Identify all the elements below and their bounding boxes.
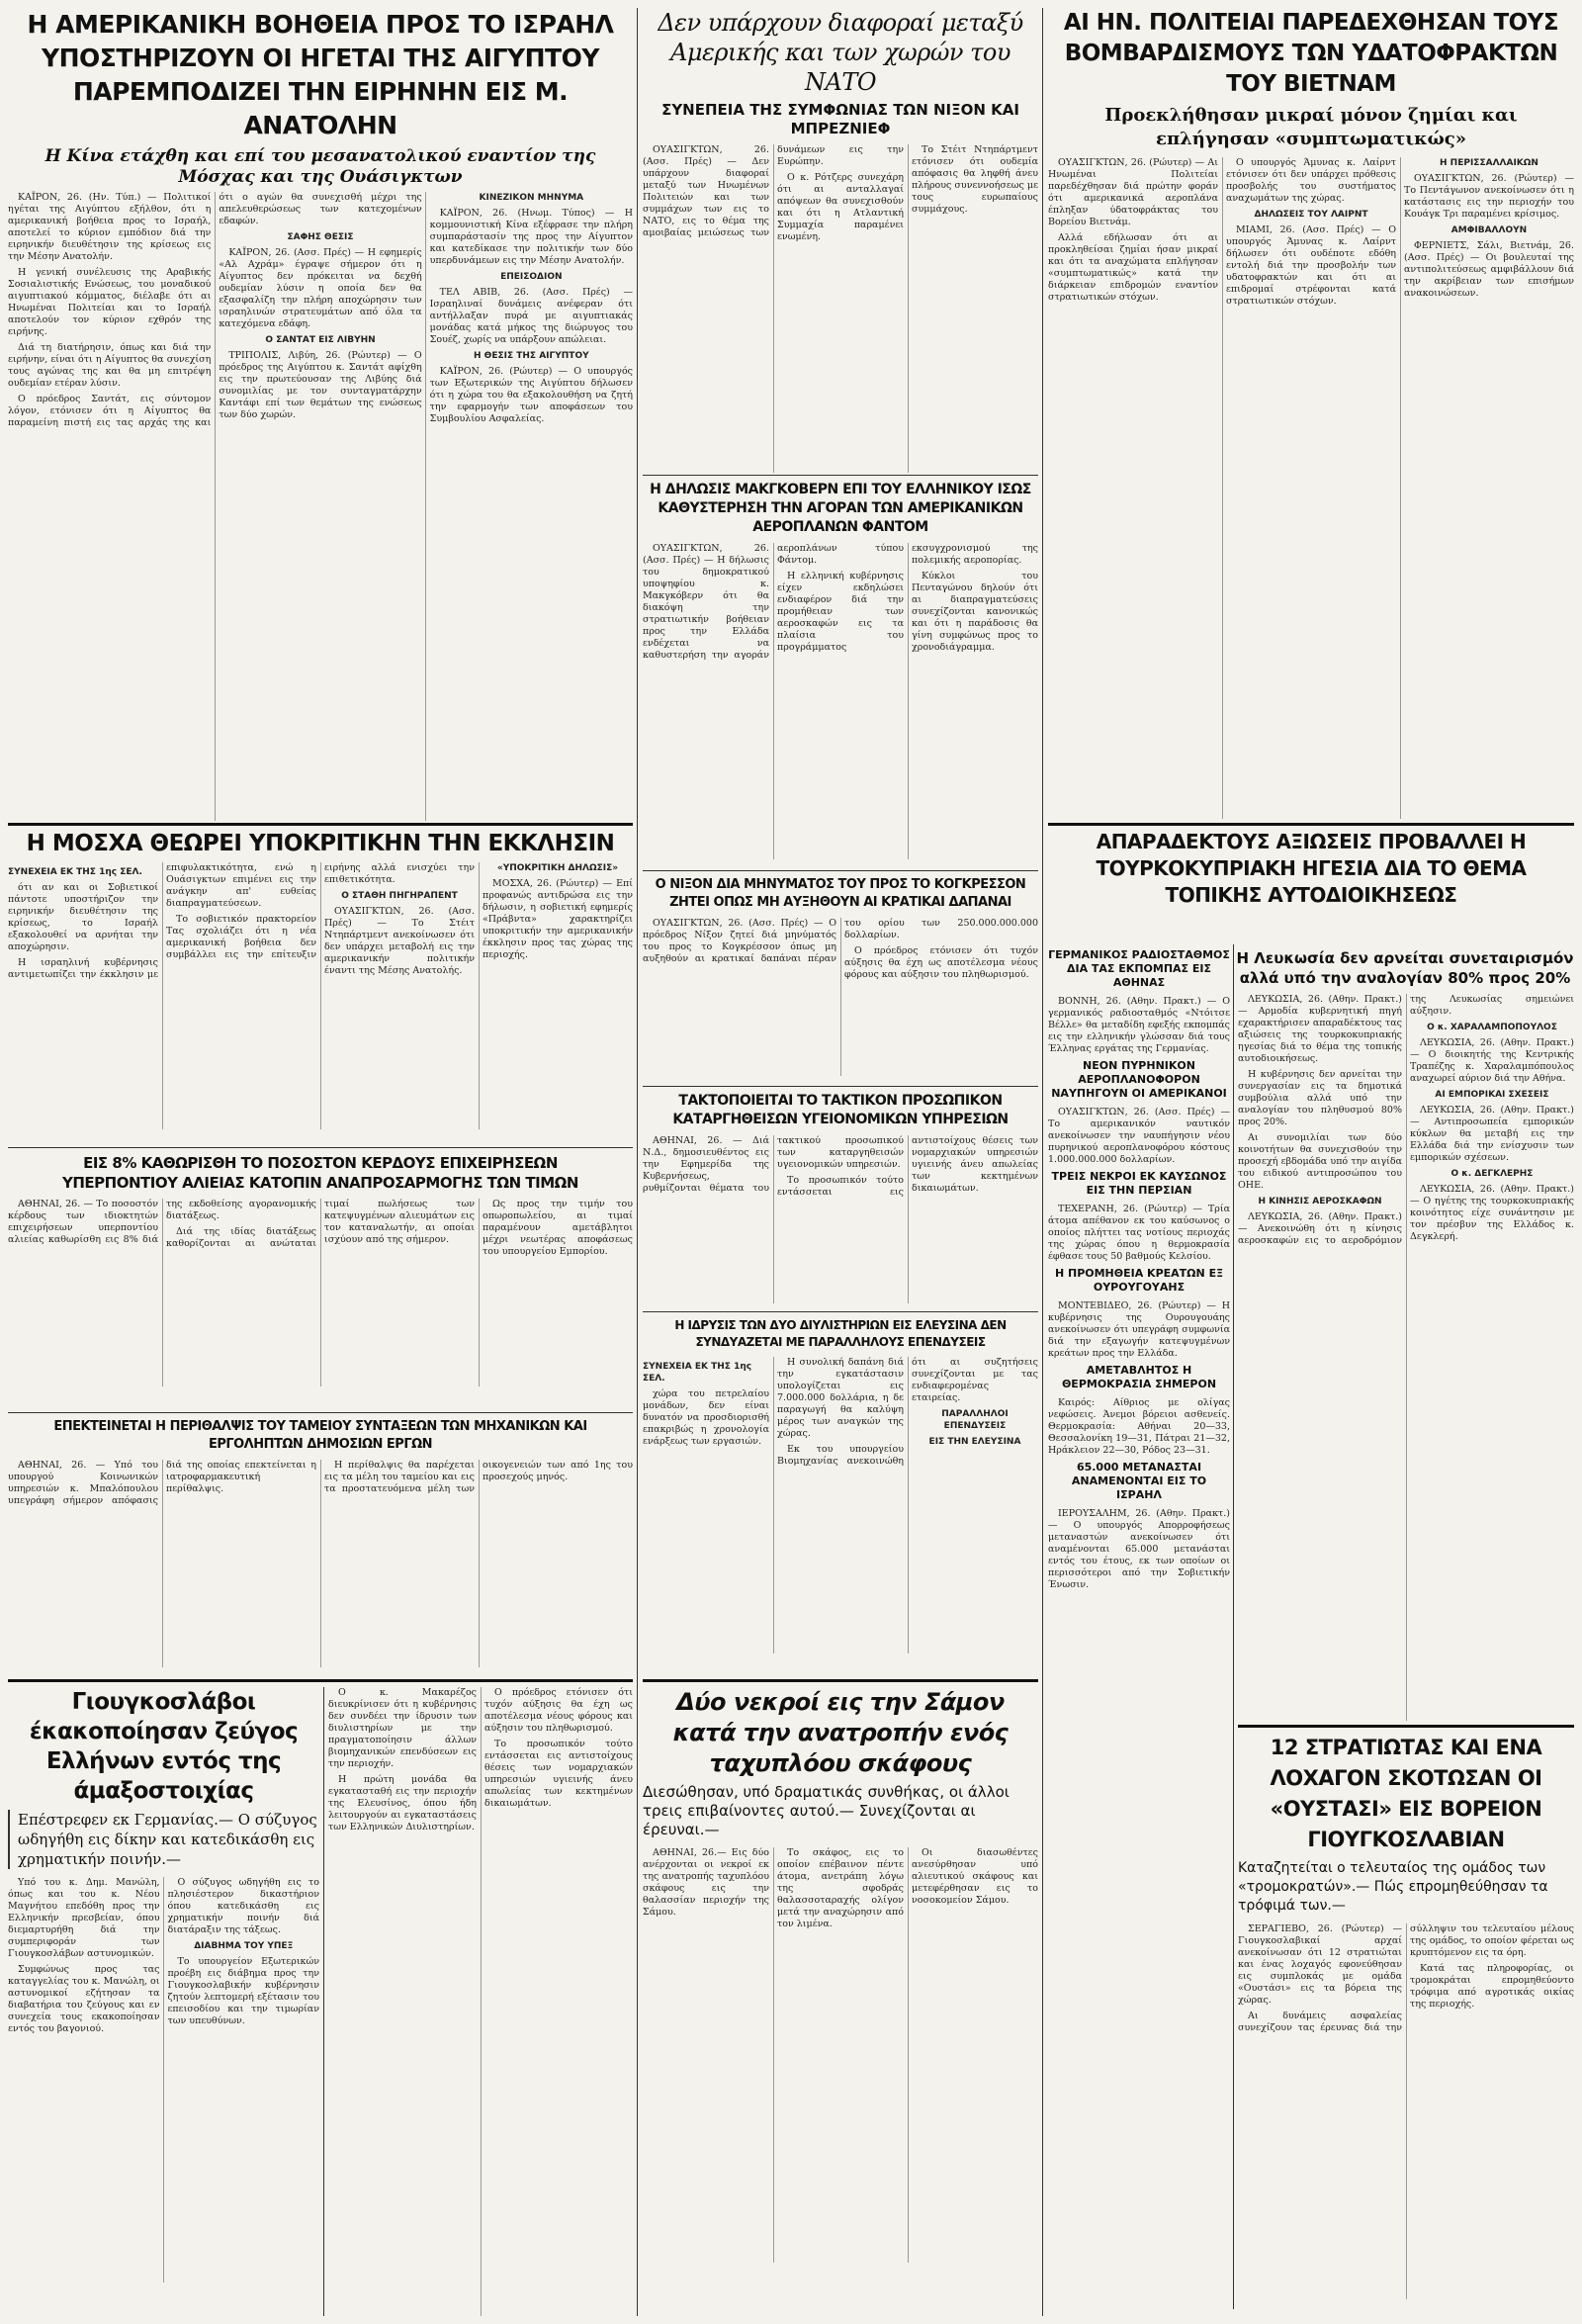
subheading: Ο κ. ΧΑΡΑΛΑΜΠΟΠΟΥΛΟΣ — [1427, 1023, 1557, 1032]
subheading: ΕΠΕΙΣΟΔΙΟΝ — [500, 272, 563, 282]
paragraph: ΚΑΪΡΟΝ, 26. (Ηνωμ. Τύπος) — Η κομμουνιστική Κίνα εξέφρασε την πλήρη συμπαράστασίν της προς την Αίγυπτον και κατεδίκασε την πολιτικήν των δύο υπερδυνάμεων εις την Μέσην Ανατολήν. — [429, 208, 633, 266]
paragraph: ΣΕΡΑΓΙΕΒΟ, 26. (Ρώυτερ) — Γιουγκοσλαβικαί αρχαί ανεκοίνωσαν ότι 12 στρατιώται και ένας λοχαγός εφονεύθησαν εις συμπλοκάς με ομάδα «Ουστάσι» εις τα βόρεια της χώρας. — [1238, 1923, 1402, 2006]
deck-yugoslav-couple: Επέστρεφεν εκ Γερμανίας.— Ο σύζυγος ωδηγήθη εις δίκην και κατεδικάσθη εις χρηματικήν ποινήν.— — [8, 1810, 319, 1869]
paragraph: ΤΡΙΠΟΛΙΣ, Λιβύη, 26. (Ρώυτερ) — Ο πρόεδρος της Αιγύπτου κ. Σαντάτ αφίχθη εις την πρωτεύουσαν της Λιβύης διά συνομιλίας με τον συνταγματάρχην Καντάφι επί των θεμάτων της ενώσεως των δύο χωρών. — [219, 350, 422, 420]
article-nixon-budget — [643, 876, 1038, 1084]
paragraph: ΑΘΗΝΑΙ, 26. — Υπό του υπουργού Κοινωνικών υπηρεσιών κ. Μπαλόπουλου υπεγράφη σήμερον απόφασις διά της οποίας επεκτείνεται η ιατροφαρμακευτική περίθαλψις. — [8, 1460, 316, 1506]
divider — [8, 1147, 633, 1148]
headline-radio: ΓΕΡΜΑΝΙΚΟΣ ΡΑΔΙΟΣΤΑΘΜΟΣ ΔΙΑ ΤΑΣ ΕΚΠΟΜΠΑΣ ΕΙΣ ΑΘΗΝΑΣ — [1048, 948, 1230, 989]
headline-weather: ΑΜΕΤΑΒΛΗΤΟΣ Η ΘΕΡΜΟΚΡΑΣΙΑ ΣΗΜΕΡΟΝ — [1061, 1364, 1217, 1390]
paragraph: ΑΘΗΝΑΙ, 26.— Εις δύο ανέρχονται οι νεκροί εκ της ανατροπής ταχυπλόου σκάφους εις την θαλασσίαν περιοχήν της Σάμου. — [643, 1847, 769, 1918]
paragraph: Ο πρόεδρος ετόνισεν ότι τυχόν αύξησις θα έχη ως αποτέλεσμα νέους φόρους και αύξησιν του πληθωρισμού. — [844, 945, 1038, 980]
paragraph: Εκ του υπουργείου Βιομηχανίας ανεκοινώθη ότι αι συζητήσεις συνεχίζονται με τας ενδιαφερομένας εταιρείας. — [777, 1357, 1038, 1467]
paragraph: ΜΙΑΜΙ, 26. (Ασσ. Πρές) — Ο υπουργός Άμυνας κ. Λαίρντ δήλωσεν ότι ουδέποτε εδόθη εντολή διά την προσβολήν των υδατοφρακτών και ότι αι επιδρομαί στρέφονται κατά στρατιωτικών στόχων. — [1226, 224, 1396, 307]
divider — [643, 1679, 1038, 1682]
paragraph: Το προσωπικόν τούτο εντάσσεται εις αντιστοίχους θέσεις των νομαρχιακών υπηρεσιών υγιεινής άνευ απωλείας των κεκτημένων δικαιωμάτων. — [484, 1739, 633, 1809]
subheading: Η ΚΙΝΗΣΙΣ ΑΕΡΟΣΚΑΦΩΝ — [1258, 1197, 1382, 1207]
body-radio — [1048, 996, 1230, 1055]
subheading: ΑΜΦΙΒΑΛΛΟΥΝ — [1450, 225, 1528, 235]
paragraph: ΟΥΑΣΙΓΚΤΩΝ, 26. (Ασσ. Πρές) — Το Στέιτ Ντηπάρτμεντ ανεκοίνωσεν ότι δεν υπάρχει μεταβολή εις την αμερικανικήν πολιτικήν έναντι της Μέσης Ανατολής. — [324, 906, 475, 976]
headline-health-staff: ΤΑΚΤΟΠΟΙΕΙΤΑΙ ΤΟ ΤΑΚΤΙΚΟΝ ΠΡΟΣΩΠΙΚΟΝ ΚΑΤΑΡΓΗΘΕΙΣΩΝ ΥΓΕΙΟΝΟΜΙΚΩΝ ΥΠΗΡΕΣΙΩΝ — [672, 1093, 1009, 1127]
subheading: ΕΙΣ ΤΗΝ ΕΛΕΥΣΙΝΑ — [928, 1437, 1021, 1447]
paragraph: Κατά τας πληροφορίας, οι τρομοκράται επρομηθεύοντο τρόφιμα από αγροτικάς οικίας της περιοχής. — [1410, 1963, 1574, 2010]
paragraph: ΟΥΑΣΙΓΚΤΩΝ, 26. (Ασσ. Πρές) — Η δήλωσις του δημοκρατικού υποψηφίου κ. Μακγκόβερν ότι θα διακόψη την στρατιωτικήν βοήθειαν προς την Ελλάδα ενδέχεται να καθυστερήση την αγοράν αεροπλάνων τύπου Φάντομ. — [643, 543, 904, 661]
headline-cyprus: ΑΠΑΡΑΔΕΚΤΟΥΣ ΑΞΙΩΣΕΙΣ ΠΡΟΒΑΛΛΕΙ Η ΤΟΥΡΚΟΚΥΠΡΙΑΚΗ ΗΓΕΣΙΑ ΔΙΑ ΤΟ ΘΕΜΑ ΤΟΠΙΚΗΣ ΑΥΤΟΔΙΟΙΚΗΣΕΩΣ — [1096, 830, 1527, 907]
paragraph: Ο υπουργός Άμυνας κ. Λαίρντ ετόνισεν ότι δεν υπάρχει πρόθεσις προσβολής του συστήματος αναχωμάτων της χώρας. — [1226, 157, 1396, 204]
divider — [8, 1412, 633, 1413]
headline-fishing-profit: ΕΙΣ 8% ΚΑΘΩΡΙΣΘΗ ΤΟ ΠΟΣΟΣΤΟΝ ΚΕΡΔΟΥΣ ΕΠΙΧΕΙΡΗΣΕΩΝ ΥΠΕΡΠΟΝΤΙΟΥ ΑΛΙΕΙΑΣ ΚΑΤΟΠΙΝ ΑΝΑΠΡΟΣΑΡΜΟΓΗΣ ΤΩΝ ΤΙΜΩΝ — [62, 1154, 578, 1192]
subheading: ΚΙΝΕΖΙΚΟΝ ΜΗΝΥΜΑ — [479, 193, 584, 203]
paragraph: ότι αν και οι Σοβιετικοί πάντοτε υποστήριζον την ειρηνικήν διευθέτησιν της κρίσεως, το Ισραήλ εξακολουθεί να αρνήται την αποχώρησιν. — [8, 882, 158, 952]
body-phantom — [643, 543, 1038, 859]
subheading: «ΥΠΟΚΡΙΤΙΚΗ ΔΗΛΩΣΙΣ» — [496, 863, 619, 873]
divider — [1048, 823, 1574, 826]
deck-cyprus: Η Λευκωσία δεν αρνείται συνεταιρισμόν αλλά υπό την αναλογίαν 80% προς 20% — [1236, 949, 1574, 987]
body-cyprus-wrapper — [1238, 994, 1574, 1721]
headline-nuclear-carrier: ΝΕΟΝ ΠΥΡΗΝΙΚΟΝ ΑΕΡΟΠΛΑΝΟΦΟΡΟΝ ΝΑΥΠΗΓΟΥΝ ΟΙ ΑΜΕΡΙΚΑΝΟΙ — [1051, 1059, 1227, 1100]
paragraph: ΑΘΗΝΑΙ, 26. — Το ποσοστόν κέρδους των ιδιοκτητών επιχειρήσεων υπερποντίου αλιείας καθωρίσθη εις 8% διά της εκδοθείσης αγορανομικής διατάξεως. — [8, 1199, 316, 1245]
body-vietnam — [1048, 157, 1574, 819]
body-nixon-budget — [643, 918, 1038, 1076]
subheading: Ο κ. ΔΕΓΚΛΕΡΗΣ — [1450, 1169, 1534, 1179]
body-pension-fund — [8, 1460, 633, 1667]
headline-moscow: Η ΜΟΣΧΑ ΘΕΩΡΕΙ ΥΠΟΚΡΙΤΙΚΗΝ ΤΗΝ ΕΚΚΛΗΣΙΝ — [26, 831, 615, 856]
paragraph: ΒΟΝΝΗ, 26. (Αθην. Πρακτ.) — Ο γερμανικός ραδιοσταθμός «Ντόιτσε Βέλλε» θα μεταδίδη εφεξής εκπομπάς εις την ελληνικήν γλώσσαν διά τους Έλληνας εργάτας της Γερμανίας. — [1048, 996, 1230, 1054]
paragraph: ΙΕΡΟΥΣΑΛΗΜ, 26. (Αθην. Πρακτ.) — Ο υπουργός Απορροφήσεως μεταναστών ανεκοίνωσεν ότι αναμένονται 65.000 μετανάσται εντός του έτους, εκ των οποίων οι περισσότεροι από την Σοβιετικήν Ένωσιν. — [1048, 1508, 1230, 1590]
headline-yugoslav-couple: Γιουγκοσλάβοι έκακοποίησαν ζεύγος Ελλήνων εντός της άμαξοστοιχίας — [29, 1689, 299, 1804]
subheading: ΔΙΑΒΗΜΑ ΤΟΥ ΥΠΕΞ — [194, 1941, 294, 1951]
paragraph: ΚΑΪΡΟΝ, 26. (Ην. Τύπ.) — Πολιτικοί ηγέται της Αιγύπτου εξήλθον, ότι η αμερικανική βοήθεια προς το Ισραήλ, αποτελεί το κύριον εμπόδιον διά την ειρηνικήν διευθέτησιν της κρίσεως εις την Μέσην Ανατολήν. — [8, 192, 212, 262]
headline-nixon-budget: Ο ΝΙΞΟΝ ΔΙΑ ΜΗΝΥΜΑΤΟΣ ΤΟΥ ΠΡΟΣ ΤΟ ΚΟΓΚΡΕΣΣΟΝ ΖΗΤΕΙ ΟΠΩΣ ΜΗ ΑΥΞΗΘΟΥΝ ΑΙ ΚΡΑΤΙΚΑΙ ΔΑΠΑΝΑΙ — [655, 877, 1026, 910]
paragraph: ΜΟΝΤΕΒΙΔΕΟ, 26. (Ρώυτερ) — Η κυβέρνησις της Ουρουγουάης ανεκοίνωσεν ότι υπεγράφη συμφωνία διά την εξαγωγήν κατεψυγμένων κρεάτων προς την Ελλάδα. — [1048, 1300, 1230, 1359]
article-samos — [643, 1687, 1038, 2316]
paragraph: Αι δυνάμεις ασφαλείας συνεχίζουν τας έρευνας διά την σύλληψιν του τελευταίου μέλους της ομάδος, το οποίον φέρεται ως κρυπτόμενον εις τα όρη. — [1238, 1923, 1574, 2033]
paragraph: ΤΕΛ ΑΒΙΒ, 26. (Ασσ. Πρές) — Ισραηλιναί δυνάμεις ανέφεραν ότι αντήλλαξαν πυρά με αιγυπτιακάς μονάδας κατά μήκος της διώρυγος του Σουέζ, χωρίς να υπάρξουν απώλειαι. — [429, 287, 633, 345]
paragraph: Το σκάφος, εις το οποίον επέβαινον πέντε άτομα, ανετράπη λόγω της σφοδράς θαλασσοταραχής ολίγον μετά την αναχώρησιν από τον λιμένα. — [777, 1847, 904, 1929]
column-rule — [637, 8, 638, 2316]
article-embassy-notes — [328, 1687, 633, 2316]
headline-nato: Δεν υπάρχουν διαφοραί μεταξύ Αμερικής και των χωρών του ΝΑΤΟ — [658, 9, 1023, 96]
paragraph: ΟΥΑΣΙΓΚΤΩΝ, 26. (Ρώυτερ) — Το Πεντάγωνον ανεκοίνωσεν ότι η κατάστασις εις την περιοχήν του Κουάγκ Τρι παραμένει κρίσιμος. — [1404, 173, 1574, 220]
paragraph: ΑΘΗΝΑΙ, 26. — Διά Ν.Δ., δημοσιευθέντος εις την Εφημερίδα της Κυβερνήσεως, ρυθμίζονται θέματα του τακτικού προσωπικού των καταργηθεισών υγειονομικών υπηρεσιών. — [643, 1135, 904, 1194]
article-fishing-profit — [8, 1153, 633, 1410]
paragraph: Ο σύζυγος ωδηγήθη εις το πλησιέστερον δικαστήριον όπου κατεδικάσθη εις χρηματικήν ποινήν διά διατάραξιν της τάξεως. — [167, 1877, 319, 1935]
body-cyprus — [1238, 994, 1574, 1721]
paragraph: χώρα του πετρελαίου μονάδων, δεν είναι δυνατόν να προσδιορισθή επακριβώς η χρονολογία ενάρξεως των εργασιών. — [643, 1388, 769, 1447]
paragraph: ΛΕΥΚΩΣΙΑ, 26. (Αθην. Πρακτ.) — Ο διοικητής της Κεντρικής Τραπέζης κ. Χαραλαμπόπουλος αναχωρεί αύριον διά την Αθήνα. — [1410, 1037, 1574, 1084]
paragraph: ΛΕΥΚΩΣΙΑ, 26. (Αθην. Πρακτ.) — Αρμοδία κυβερνητική πηγή εχαρακτήρισεν απαραδέκτους τας αξιώσεις της τουρκοκυπριακής ηγεσίας διά το θέμα της τοπικής αυτοδιοικήσεως. — [1238, 994, 1402, 1064]
body-weather — [1048, 1397, 1230, 1457]
body-yugoslav-couple — [8, 1877, 319, 2282]
paragraph: ΟΥΑΣΙΓΚΤΩΝ, 26. (Ασσ. Πρές) — Το αμερικανικόν ναυτικόν ανεκοίνωσεν την ναυπήγησιν νέου πυρηνικού αεροπλανοφόρου κόστους 1.000.000.000 δολλαρίων. — [1048, 1107, 1230, 1165]
subheading: ΔΗΛΩΣΕΙΣ ΤΟΥ ΛΑΙΡΝΤ — [1254, 210, 1368, 220]
paragraph: Το σοβιετικόν πρακτορείον Τας σχολιάζει ότι η νέα αμερικανική βοήθεια δεν συμβάλλει εις την επίτευξιν ειρήνης αλλά ενισχύει την επιθετικότητα. — [166, 862, 475, 960]
headline-pension-fund: ΕΠΕΚΤΕΙΝΕΤΑΙ Η ΠΕΡΙΘΑΛΨΙΣ ΤΟΥ ΤΑΜΕΙΟΥ ΣΥΝΤΑΞΕΩΝ ΤΩΝ ΜΗΧΑΝΙΚΩΝ ΚΑΙ ΕΡΓΟΛΗΠΤΩΝ ΔΗΜΟΣΙΩΝ ΕΡΓΩΝ — [53, 1419, 587, 1452]
article-ustasi — [1238, 1733, 1574, 2316]
headline-vietnam: ΑΙ ΗΝ. ΠΟΛΙΤΕΙΑΙ ΠΑΡΕΔΕΧΘΗΣΑΝ ΤΟΥΣ ΒΟΜΒΑΡΔΙΣΜΟΥΣ ΤΩΝ ΥΔΑΤΟΦΡΑΚΤΩΝ ΤΟΥ ΒΙΕΤΝΑΜ — [1063, 10, 1559, 97]
paragraph: Η γενική συνέλευσις της Αραβικής Σοσιαλιστικής Ενώσεως, του μοναδικού αιγυπτιακού κόμματος, διέλαβε ότι αι Ηνωμέναι Πολιτείαι και το Ισραήλ αποτελούν τον κύριον εχθρόν της ειρήνης. — [8, 267, 212, 337]
article-moscow — [8, 829, 633, 1145]
divider — [643, 1086, 1038, 1087]
paragraph: ΛΕΥΚΩΣΙΑ, 26. (Αθην. Πρακτ.) — Αντιπροσωπεία εμπορικών κύκλων θα μεταβή εις την Ελλάδα διά την ενίσχυσιν των εμπορικών σχέσεων. — [1410, 1105, 1574, 1163]
column-rule — [1042, 8, 1043, 2316]
paragraph: Το προσωπικόν τούτο εντάσσεται εις αντιστοίχους θέσεις των νομαρχιακών υπηρεσιών υγιεινής άνευ απωλείας των κεκτημένων δικαιωμάτων. — [777, 1135, 1038, 1198]
column-rule — [323, 1687, 324, 2316]
paragraph: ΚΑΪΡΟΝ, 26. (Ρώυτερ) — Ο υπουργός των Εξωτερικών της Αιγύπτου δήλωσεν ότι η χώρα του θα εξακολουθήση να ζητή την εφαρμογήν των αποφάσεων του Συμβουλίου Ασφαλείας. — [429, 366, 633, 424]
subhead-nixon-brezhnev: ΣΥΝΕΠΕΙΑ ΤΗΣ ΣΥΜΦΩΝΙΑΣ ΤΩΝ ΝΙΞΟΝ ΚΑΙ ΜΠΡΕΖΝΙΕΦ — [661, 101, 1019, 137]
headline-samos: Δύο νεκροί εις την Σάμον κατά την ανατροπήν ενός ταχυπλόου σκάφους — [672, 1688, 1009, 1777]
body-nato — [643, 144, 1038, 473]
paragraph: ΛΕΥΚΩΣΙΑ, 26. (Αθην. Πρακτ.) — Ο ηγέτης της τουρκοκυπριακής κοινότητος είχε συνάντησιν με τον πρέσβυν της Ελλάδος κ. Δεγκλερή. — [1410, 1184, 1574, 1242]
headline-ustasi: 12 ΣΤΡΑΤΙΩΤΑΣ ΚΑΙ ΕΝΑ ΛΟΧΑΓΟΝ ΣΚΟΤΩΣΑΝ ΟΙ «ΟΥΣΤΑΣΙ» ΕΙΣ ΒΟΡΕΙΟΝ ΓΙΟΥΓΚΟΣΛΑΒΙΑΝ — [1270, 1736, 1542, 1851]
article-nato — [643, 8, 1038, 473]
paragraph: Κύκλοι του Πενταγώνου δηλούν ότι αι διαπραγματεύσεις συνεχίζονται κανονικώς και ότι η παράδοσις θα γίνη συμφώνως προς το χρονοδιάγραμμα. — [912, 571, 1038, 653]
subheading: Η ΘΕΣΙΣ ΤΗΣ ΑΙΓΥΠΤΟΥ — [474, 351, 589, 361]
paragraph: Ως προς την τιμήν του οπωροπωλείου, αι τιμαί παραμένουν αμετάβλητοι μέχρι νεωτέρας αποφάσεως του υπουργείου Εμπορίου. — [483, 1199, 633, 1257]
subheading: ΑΙ ΕΜΠΟΡΙΚΑΙ ΣΧΕΣΕΙΣ — [1435, 1090, 1549, 1100]
article-elefsina — [643, 1317, 1038, 1675]
paragraph: Η περίθαλψις θα παρέχεται εις τα μέλη του ταμείου και εις τα προστατευόμενα μέλη των οικογενειών των από 1ης του προσεχούς μηνός. — [324, 1460, 633, 1494]
headline-elefsina: Η ΙΔΡΥΣΙΣ ΤΩΝ ΔΥΟ ΔΙΥΛΙΣΤΗΡΙΩΝ ΕΙΣ ΕΛΕΥΣΙΝΑ ΔΕΝ ΣΥΝΔΥΑΖΕΤΑΙ ΜΕ ΠΑΡΑΛΛΗΛΟΥΣ ΕΠΕΝΔΥΣΕΙΣ — [674, 1318, 1007, 1349]
paragraph: ΤΕΧΕΡΑΝΗ, 26. (Ρώυτερ) — Τρία άτομα απέθανον εκ του καύσωνος ο οποίος πλήττει τας νοτίους περιοχάς της χώρας όπου η θερμοκρασία έφθασε τους 50 βαθμούς Κελσίου. — [1048, 1204, 1230, 1262]
subheading: ΣΑΦΗΣ ΘΕΣΙΣ — [287, 232, 354, 242]
headline-phantom: Η ΔΗΛΩΣΙΣ ΜΑΚΓΚΟΒΕΡΝ ΕΠΙ ΤΟΥ ΕΛΛΗΝΙΚΟΥ ΙΣΩΣ ΚΑΘΥΣΤΕΡΗΣΗ ΤΗΝ ΑΓΟΡΑΝ ΤΩΝ ΑΜΕΡΙΚΑΝΙΚΩΝ ΑΕΡΟΠΛΑΝΩΝ ΦΑΝΤΟΜ — [650, 482, 1031, 535]
article-pension-fund — [8, 1418, 633, 1675]
paragraph: Αλλά εδήλωσαν ότι αι προκληθείσαι ζημίαι ήσαν μικραί και ότι τα αναχώματα επλήγησαν «συμπτωματικώς» κατά την διάρκειαν επιδρομών εναντίον στρατιωτικών στόχων. — [1048, 232, 1218, 303]
paragraph: Ο πρόεδρος Σαντάτ, εις σύντομον λόγον, ετόνισεν ότι η Αίγυπτος θα παραμείνη πιστή εις τας αρχάς της και ότι ο αγών θα συνεχισθή μέχρι της απελευθερώσεως των κατεχομένων εδαφών. — [8, 192, 422, 428]
body-fishing-profit — [8, 1199, 633, 1386]
continuation-label: ΣΥΝΕΧΕΙΑ ΕΚ ΤΗΣ 1ης ΣΕΛ. — [8, 867, 142, 877]
paragraph: Ο κ. Μακαρέζος διευκρίνισεν ότι η κυβέρνησις δεν συνδέει την ίδρυσιν των διυλιστηρίων με την πραγματοποίησιν άλλων βιομηχανικών επενδύσεων εις την περιοχήν. — [328, 1687, 477, 1769]
paragraph: Η συνολική δαπάνη διά την εγκατάστασιν υπολογίζεται εις 7.000.000 δολλάρια, η δε παραγωγή θα καλύψη μέρος των αναγκών της χώρας. — [777, 1357, 904, 1439]
deck-vietnam: Προεκλήθησαν μικραί μόνον ζημίαι και επλήγησαν «συμπτωματικώς» — [1104, 105, 1518, 149]
paragraph: ΟΥΑΣΙΓΚΤΩΝ, 26. (Ασσ. Πρές) — Δεν υπάρχουν διαφοραί μεταξύ των Ηνωμένων Πολιτειών και των συμμάχων των εις το ΝΑΤΟ, εις το θέμα της αμοιβαίας μειώσεως των δυνάμεων εις την Ευρώπην. — [643, 144, 904, 238]
divider — [8, 823, 633, 826]
subheading: Ο ΣΑΝΤΑΤ ΕΙΣ ΛΙΒΥΗΝ — [265, 335, 376, 345]
continuation-label: ΣΥΝΕΧΕΙΑ ΕΚ ΤΗΣ 1ης ΣΕΛ. — [643, 1362, 752, 1384]
deck-ustasi: Καταζητείται ο τελευταίος της ομάδος των «τρομοκρατών».— Πώς επρομηθεύθησαν τα τρόφιμά των.— — [1238, 1860, 1548, 1914]
paragraph: Υπό του κ. Δημ. Μανώλη, όπως και του κ. Νέου Μαγνήτου επεδόθη προς την Ελληνικήν πρεσβείαν, όπου διεμαρτυρήθη διά την συμπεριφοράν των Γιουγκοσλάβων αστυνομικών. — [8, 1877, 160, 1959]
subheading: ΠΑΡΑΛΛΗΛΟΙ ΕΠΕΝΔΥΣΕΙΣ — [941, 1409, 1009, 1431]
article-egypt-aid — [8, 8, 633, 821]
body-health-staff — [643, 1135, 1038, 1303]
body-egypt-aid — [8, 192, 633, 821]
deck-samos: Διεσώθησαν, υπό δραματικάς συνθήκας, οι άλλοι τρεις επιβαίνοντες αυτού.— Συνεχίζονται αι έρευναι.— — [643, 1783, 1010, 1838]
body-embassy-notes — [328, 1687, 633, 2316]
paragraph: Διά της ιδίας διατάξεως καθορίζονται αι ανώταται τιμαί πωλήσεως των κατεψυγμένων αλιευμάτων εις τον καταναλωτήν, αι οποίαι ισχύουν από της σήμερον. — [166, 1199, 475, 1249]
paragraph: ΟΥΑΣΙΓΚΤΩΝ, 26. (Ρώυτερ) — Αι Ηνωμέναι Πολιτείαι παρεδέχθησαν διά πρώτην φοράν ότι αμερικανικά αεροπλάνα έπληξαν ύδατοφράκτας του Βορείου Βιετνάμ. — [1048, 157, 1218, 227]
subheading: Ο ΣΤΑΘΗ ΠΗΓΗΡΑΠΕΝΤ — [341, 891, 458, 901]
paragraph: Συμφώνως προς τας καταγγελίας του κ. Μανώλη, οι αστυνομικοί εζήτησαν τα διαβατήρια του ζεύγους και εν συνεχεία τους εκακοποίησαν εντός του βαγονιού. — [8, 1964, 160, 2034]
paragraph: Ο κ. Ρότζερς συνεχάρη ότι αι ανταλλαγαί απόψεων θα συνεχισθούν και ότι η Ατλαντική Συμμαχία παραμένει ενωμένη. — [777, 172, 904, 242]
article-cyprus — [1048, 829, 1574, 939]
paragraph: ΛΕΥΚΩΣΙΑ, 26. (Αθην. Πρακτ.) — Ανεκοινώθη ότι η κίνησις αεροσκαφών εις το αεροδρόμιον της Λευκωσίας σημειώνει αύξησιν. — [1238, 994, 1574, 1246]
paragraph: ΜΟΣΧΑ, 26. (Ρώυτερ) — Επί προφανώς αντιδρώσα εις την δήλωσιν, η σοβιετική εφημερίς «Πράβντα» χαρακτηρίζει υποκριτικήν την αμερικανικήν έκκλησιν προς τας χώρας της περιοχής. — [483, 878, 633, 960]
body-moscow — [8, 862, 633, 1129]
paragraph: Ο πρόεδρος ετόνισεν ότι τυχόν αύξησις θα έχη ως αποτέλεσμα νέους φόρους και αύξησιν του πληθωρισμού. — [484, 1687, 633, 1734]
paragraph: Η κυβέρνησις δεν αρνείται την συνεργασίαν εις τα δημοτικά συμβούλια αλλά υπό την αναλογίαν του πληθυσμού 80% προς 20%. — [1238, 1069, 1402, 1127]
paragraph: ΟΥΑΣΙΓΚΤΩΝ, 26. (Ασσ. Πρές) — Ο πρόεδρος Νίξον ζητεί διά μηνύματός του προς το Κογκρέσσον όπως μη αυξηθούν αι κρατικαί δαπάναι πέραν του ορίου των 250.000.000.000 δολλαρίων. — [643, 918, 1038, 964]
paragraph: Η ισραηλινή κυβέρνησις αντιμετωπίζει την έκκλησιν με επιφυλακτικότητα, ενώ η Ουάσιγκτων επιμένει εις την ανάγκην απ' ευθείας διαπραγματεύσεων. — [8, 862, 316, 980]
paragraph: Το Στέιτ Ντηπάρτμεντ ετόνισεν ότι ουδεμία απόφασις θα ληφθή άνευ πλήρους συνεννοήσεως με τους ευρωπαίους συμμάχους. — [912, 144, 1038, 215]
paragraph: Η ελληνική κυβέρνησις είχεν εκδηλώσει ενδιαφέρον διά την προμήθειαν των αεροσκαφών εις τα πλαίσια του προγράμματος εκσυγχρονισμού της πολεμικής αεροπορίας. — [777, 543, 1038, 653]
paragraph: Καιρός: Αίθριος με ολίγας νεφώσεις. Άνεμοι βόρειοι ασθενείς. Θερμοκρασία: Αθήναι 20—33, Θεσσαλονίκη 19—31, Πάτραι 21—32, Ηράκλειον 22—30, Ρόδος 23—31. — [1048, 1397, 1230, 1456]
body-meat-supply — [1048, 1300, 1230, 1360]
paragraph: Διά τη διατήρησιν, όπως και διά την ειρήνην, είναι ότι η Αίγυπτος θα συνεχίση τους αγώνας της και θα μη επιτρέψη ουδεμίαν ετέραν λύσιν. — [8, 342, 212, 389]
article-vietnam — [1048, 8, 1574, 819]
column-rule — [1233, 944, 1234, 2309]
divider — [643, 1311, 1038, 1312]
article-phantom — [643, 481, 1038, 866]
paragraph: Οι διασωθέντες ανεσύρθησαν υπό αλιευτικού σκάφους και μετεφέρθησαν εις το νοσοκομείον Σάμου. — [912, 1847, 1038, 1906]
article-health-staff — [643, 1092, 1038, 1309]
divider — [1238, 1725, 1574, 1728]
body-ustasi — [1238, 1923, 1574, 2299]
paragraph: ΚΑΪΡΟΝ, 26. (Ασσ. Πρές) — Η εφημερίς «Αλ Αχράμ» έγραψε σήμερον ότι η Αίγυπτος δεν πρόκειται να δεχθή ουδεμίαν λύσιν η οποία δεν θα εξασφαλίζη την πλήρη αποχώρησιν των ισραηλινών στρατευμάτων από όλα τα κατεχόμενα εδάφη. — [219, 247, 422, 329]
divider — [643, 475, 1038, 476]
headline-meat-supply: Η ΠΡΟΜΗΘΕΙΑ ΚΡΕΑΤΩΝ ΕΞ ΟΥΡΟΥΓΟΥΑΗΣ — [1054, 1267, 1224, 1294]
article-yugoslav-couple — [8, 1687, 319, 2316]
divider — [643, 870, 1038, 871]
headline-persia-heat: ΤΡΕΙΣ ΝΕΚΡΟΙ ΕΚ ΚΑΥΣΩΝΟΣ ΕΙΣ ΤΗΝ ΠΕΡΣΙΑΝ — [1051, 1170, 1227, 1197]
headline-immigrants: 65.000 ΜΕΤΑΝΑΣΤΑΙ ΑΝΑΜΕΝΟΝΤΑΙ ΕΙΣ ΤΟ ΙΣΡΑΗΛ — [1071, 1461, 1207, 1501]
headline-egypt-aid: Η ΑΜΕΡΙΚΑΝΙΚΗ ΒΟΗΘΕΙΑ ΠΡΟΣ ΤΟ ΙΣΡΑΗΛ ΥΠΟΣΤΗΡΙΖΟΥΝ ΟΙ ΗΓΕΤΑΙ ΤΗΣ ΑΙΓΥΠΤΟΥ ΠΑΡΕΜΠΟΔΙΖΕΙ ΤΗΝ ΕΙΡΗΝΗΝ ΕΙΣ Μ. ΑΝΑΤΟΛΗΝ — [27, 10, 614, 139]
body-persia-heat — [1048, 1204, 1230, 1263]
paragraph: Το υπουργείον Εξωτερικών προέβη εις διάβημα προς την Γιουγκοσλαβικήν κυβέρνησιν ζητούν λεπτομερή εξέτασιν του επεισοδίου και την τιμωρίαν των υπευθύνων. — [167, 1956, 319, 2026]
divider — [8, 1679, 633, 1682]
body-samos — [643, 1847, 1038, 2263]
subheading: Η ΠΕΡΙΣΣΑΛΛΑΙΚΩΝ — [1440, 158, 1538, 168]
paragraph: Η πρώτη μονάδα θα εγκατασταθή εις την περιοχήν της Ελευσίνος, όπου ήδη λειτουργούν αι εγκαταστάσεις των Ελληνικών Διυλιστηρίων. — [328, 1774, 477, 1832]
paragraph: ΦΕΡΝΙΕΤΣ, Σάλι, Βιετνάμ, 26. (Ασσ. Πρές) — Οι βουλευταί της αντιπολιτεύσεως αμφιβάλλουν διά την ακρίβειαν των επισήμων ανακοινώσεων. — [1404, 240, 1574, 299]
paragraph: Αι συνομιλίαι των δύο κοινοτήτων θα συνεχισθούν την προσεχή εβδομάδα υπό την αιγίδα του ειδικού αντιπροσώπου του ΟΗΕ. — [1238, 1132, 1402, 1191]
body-nuclear-carrier — [1048, 1107, 1230, 1166]
briefs-column — [1048, 944, 1230, 1973]
body-elefsina — [643, 1357, 1038, 1654]
body-immigrants — [1048, 1508, 1230, 1591]
deck-china-position: Η Κίνα ετάχθη και επί του μεσανατολικού εναντίον της Μόσχας και της Ουάσιγκτων — [44, 146, 596, 187]
